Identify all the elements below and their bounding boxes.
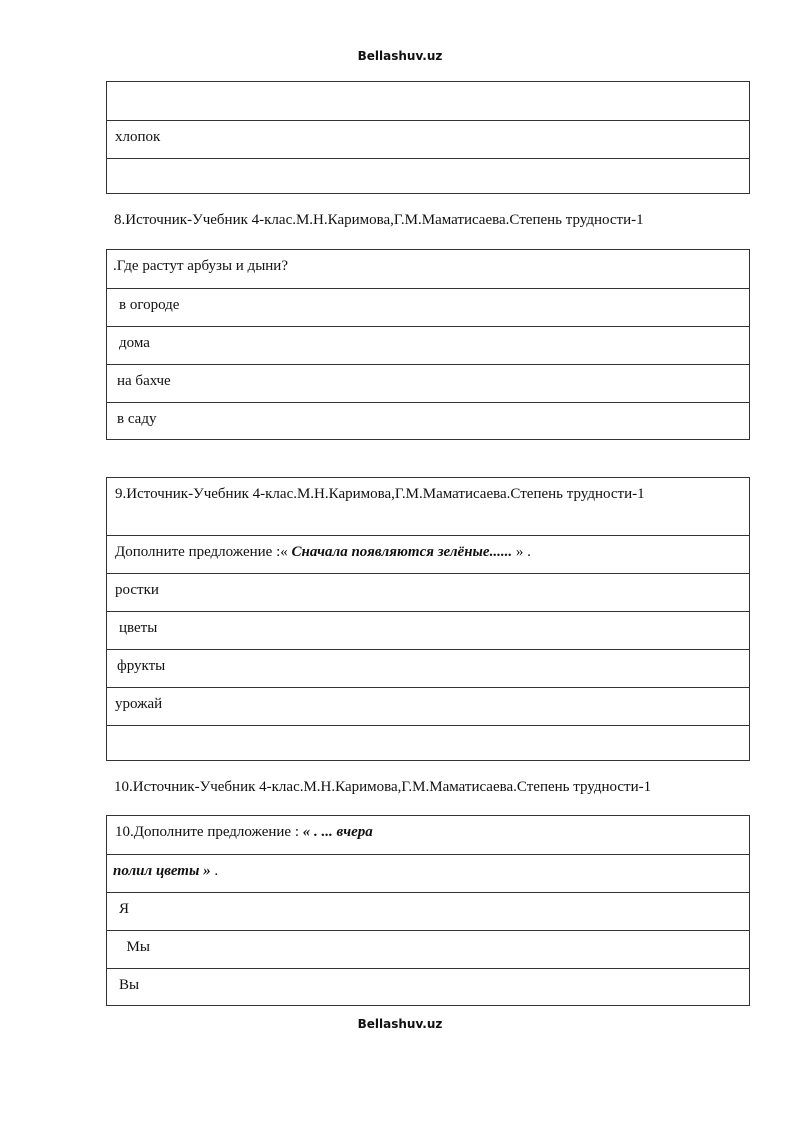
answer-option: фрукты [107, 649, 749, 687]
answer-option: урожай [107, 687, 749, 725]
table-row: хлопок [107, 120, 749, 158]
question-10-heading: 10.Источник-Учебник 4-клас.М.Н.Каримова,Г.М.Маматисаева.Степень трудности-1 [114, 779, 652, 795]
question-text: .Где растут арбузы и дыни? [113, 258, 288, 274]
question-prefix: Дополните предложение :« [115, 544, 292, 560]
answer-option: на бахче [107, 364, 749, 402]
answer-option: Вы [107, 968, 749, 1005]
table-row [107, 82, 749, 120]
question-emphasis: Сначала появляются зелёные...... [291, 544, 513, 560]
question-suffix: » . [512, 544, 531, 560]
question-suffix: . [210, 863, 219, 879]
page-header: Bellashuv.uz [357, 49, 443, 63]
answer-option: Я [107, 892, 749, 930]
table-row [107, 158, 749, 193]
answer-option: цветы [107, 611, 749, 649]
answer-option: в саду [107, 402, 749, 439]
answer-option [107, 725, 749, 760]
answer-option: дома [107, 326, 749, 364]
question-emphasis: « . ... вчера [302, 824, 373, 840]
answer-option: Мы [107, 930, 749, 968]
question-prefix: 10.Дополните предложение : [115, 824, 303, 840]
question-9-heading: 9.Источник-Учебник 4-клас.М.Н.Каримова,Г.М.Маматисаева.Степень трудности-1 [115, 486, 645, 502]
question-8-heading: 8.Источник-Учебник 4-клас.М.Н.Каримова,Г.М.Маматисаева.Степень трудности-1 [114, 212, 644, 228]
answer-table-previous [106, 81, 750, 194]
answer-option: в огороде [107, 288, 749, 326]
question-text [107, 816, 749, 854]
question-emphasis: полил цветы » [113, 863, 211, 879]
page-footer: Bellashuv.uz [357, 1017, 443, 1031]
answer-option: ростки [107, 573, 749, 611]
question-8-table [106, 249, 750, 440]
question-10-table [106, 815, 750, 1006]
question-9-table [106, 477, 750, 761]
question-text [107, 535, 749, 573]
question-text-continued [107, 854, 749, 892]
